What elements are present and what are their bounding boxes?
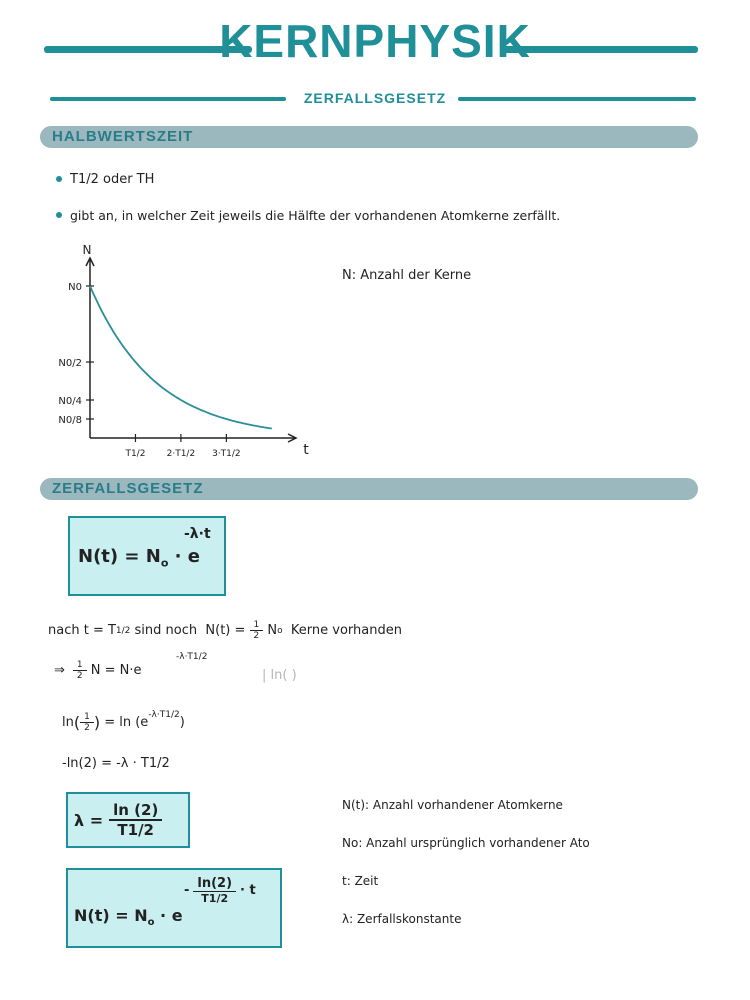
text-n0: N	[263, 623, 278, 638]
lambda-den: T1/2	[117, 821, 154, 839]
section-label-zerfallsgesetz: ZERFALLSGESETZ	[52, 480, 204, 497]
fraction-num: 1	[80, 712, 94, 723]
text-nach-sub: 1/2	[115, 625, 131, 636]
formula-e: · e	[168, 546, 200, 567]
legend-item: N(t): Anzahl vorhandener Atomkerne	[342, 798, 563, 812]
step2-exp: -λ·T1/2	[148, 709, 180, 720]
graph-note: N: Anzahl der Kerne	[342, 268, 472, 283]
lambda-fraction	[109, 801, 162, 839]
step2-ln: ln	[62, 715, 74, 730]
bullet-dot	[56, 176, 62, 182]
y-tick-label: N0	[68, 282, 82, 293]
text-n0-sub: o	[277, 625, 283, 636]
fraction-half	[250, 620, 264, 641]
y-axis-label: N	[82, 243, 92, 257]
formula2-exp-num: ln(2)	[193, 876, 236, 892]
derivation-line-3: ln ( $\frac{1}{2}$ ) = ln (e -λ·T1/2 )	[62, 709, 185, 733]
y-tick-label: N0/8	[58, 415, 82, 426]
formula-decay-law	[78, 546, 200, 570]
fraction-den: 2	[84, 723, 90, 733]
bullet-text-t-half: T1/2 oder TH	[70, 172, 155, 187]
lambda-lhs: λ =	[74, 810, 104, 830]
derivation-line-1	[48, 620, 402, 641]
fraction-den: 2	[253, 631, 260, 641]
formula2-exp-tail: · t	[240, 883, 256, 898]
formula-lhs: N(t) = N	[78, 546, 161, 567]
bullet-text-definition: gibt an, in welcher Zeit jeweils die Hälfte der vorhandenen Atomkerne zerfällt.	[70, 208, 561, 223]
fraction-den: 2	[76, 671, 83, 681]
formula-sub: o	[160, 556, 169, 570]
x-axis-label: t	[303, 442, 309, 458]
step1-eq: = N	[100, 663, 130, 678]
step1-exponent: -λ·T1/2	[176, 652, 208, 662]
fraction-num: 1	[73, 660, 87, 671]
fraction-num: 1	[250, 620, 264, 631]
decay-curve	[90, 286, 272, 429]
step1-e: ·e	[129, 663, 142, 678]
formula2-exp-den: T1/2	[201, 892, 229, 905]
formula2-e: · e	[154, 906, 183, 925]
step2-end: )	[179, 715, 185, 730]
section-label-halbwertszeit: HALBWERTSZEIT	[52, 128, 194, 145]
derivation-line-2	[54, 660, 142, 681]
lambda-num: ln (2)	[109, 801, 162, 821]
text-sind: sind noch N(t) =	[130, 623, 250, 638]
legend-item: λ: Zerfallskonstante	[342, 912, 462, 926]
formula2-exponent: - $\frac{\ln(2)}{T1/2}$ · t	[184, 876, 256, 905]
formula-lambda	[74, 798, 162, 842]
derivation-line-4: -ln(2) = -λ · T1/2	[62, 756, 170, 771]
ln-hint: | ln( )	[262, 668, 297, 683]
fraction-half	[80, 712, 94, 733]
step2-mid: = ln (e	[100, 715, 149, 730]
decay-chart	[40, 240, 330, 470]
y-tick-label: N0/2	[58, 358, 82, 369]
bullet-dot	[56, 212, 62, 218]
formula-decay-law-2	[74, 906, 183, 928]
formula2-exp-fraction	[193, 876, 236, 905]
text-tail: Kerne vorhanden	[282, 623, 402, 638]
y-tick-label: N0/4	[58, 396, 82, 407]
x-tick-label: 2·T1/2	[166, 449, 196, 459]
x-tick-label: T1/2	[125, 449, 146, 459]
formula2-sub: o	[147, 917, 155, 929]
legend-item: No: Anzahl ursprünglich vorhandener Ato	[342, 836, 590, 850]
legend-item: t: Zeit	[342, 874, 379, 888]
text-nach: nach t = T	[48, 623, 116, 638]
implies-arrow: ⇒	[54, 663, 65, 678]
fraction-half	[73, 660, 87, 681]
step1-n0: N	[86, 663, 101, 678]
page-title: KERNPHYSIK	[219, 15, 531, 67]
x-tick-label: 3·T1/2	[212, 449, 241, 459]
page-subtitle: ZERFALLSGESETZ	[303, 90, 447, 106]
formula-exponent: -λ·t	[184, 526, 211, 542]
formula2-lhs: N(t) = N	[74, 906, 148, 925]
